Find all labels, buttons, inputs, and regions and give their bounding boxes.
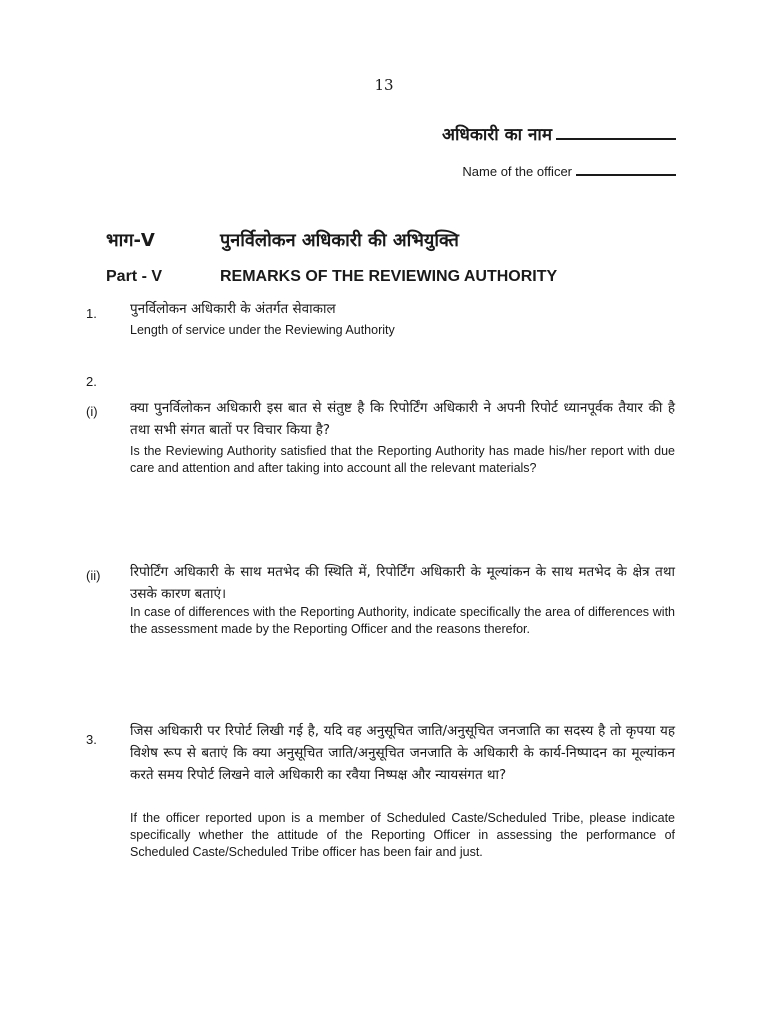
officer-name-label-english: Name of the officer <box>462 164 572 179</box>
item-1-number: 1. <box>86 306 97 321</box>
part-title-english: REMARKS OF THE REVIEWING AUTHORITY <box>220 268 558 285</box>
item-2ii-number: (ii) <box>86 568 101 583</box>
page-number: 13 <box>374 76 394 94</box>
item-2ii-text-hindi: रिपोर्टिंग अधिकारी के साथ मतभेद की स्थिति में, रिपोर्टिंग अधिकारी के मूल्यांकन के साथ मतभेद के क्षेत्र तथा उसके कारण बताएं। <box>130 564 675 602</box>
officer-name-label-hindi: अधिकारी का नाम <box>442 125 552 145</box>
officer-name-blank-hindi <box>556 124 676 140</box>
officer-name-english <box>462 162 676 179</box>
part-label-english: Part - V <box>106 268 163 285</box>
part-title-hindi: पुनर्विलोकन अधिकारी की अभियुक्ति <box>220 230 459 251</box>
item-3-number: 3. <box>86 732 97 747</box>
item-3-text-english: If the officer reported upon is a member of Scheduled Caste/Scheduled Tribe, please indicate specifically whether the attitude of the Reporting Officer in assessing the performance of Scheduled Caste/Scheduled Tribe officer has been fair and just. <box>130 811 675 859</box>
item-2-number: 2. <box>86 374 97 389</box>
part-label-hindi: भाग-V <box>106 230 155 251</box>
item-3-text-hindi: जिस अधिकारी पर रिपोर्ट लिखी गई है, यदि वह अनुसूचित जाति/अनुसूचित जनजाति का सदस्य है तो कृपया यह विशेष रूप से बताएं कि क्या अनुसूचित जाति/अनुसूचित जनजाति के अधिकारी के कार्य-निष्पादन का मूल्यांकन करते समय रिपोर्ट लिखने वाले अधिकारी का रवैया निष्पक्ष और न्यायसंगत था? <box>130 723 675 783</box>
item-1-text-hindi: पुनर्विलोकन अधिकारी के अंतर्गत सेवाकाल <box>130 301 336 317</box>
item-2i-text-english: Is the Reviewing Authority satisfied that the Reporting Authority has made his/her report with due care and attention and after taking into account all the relevant materials? <box>130 444 675 475</box>
item-2i-text-hindi: क्या पुनर्विलोकन अधिकारी इस बात से संतुष्ट है कि रिपोर्टिंग अधिकारी ने अपनी रिपोर्ट ध्यानपूर्वक तैयार की है तथा सभी संगत बातों पर विचार किया है? <box>130 400 675 438</box>
officer-name-hindi <box>442 122 676 145</box>
item-1-text-english: Length of service under the Reviewing Authority <box>130 323 395 337</box>
officer-name-blank-english <box>576 162 676 176</box>
item-2i-number: (i) <box>86 404 98 419</box>
item-2ii-text-english: In case of differences with the Reporting Authority, indicate specifically the area of differences with the assessment made by the Reporting Officer and the reasons therefor. <box>130 605 675 636</box>
